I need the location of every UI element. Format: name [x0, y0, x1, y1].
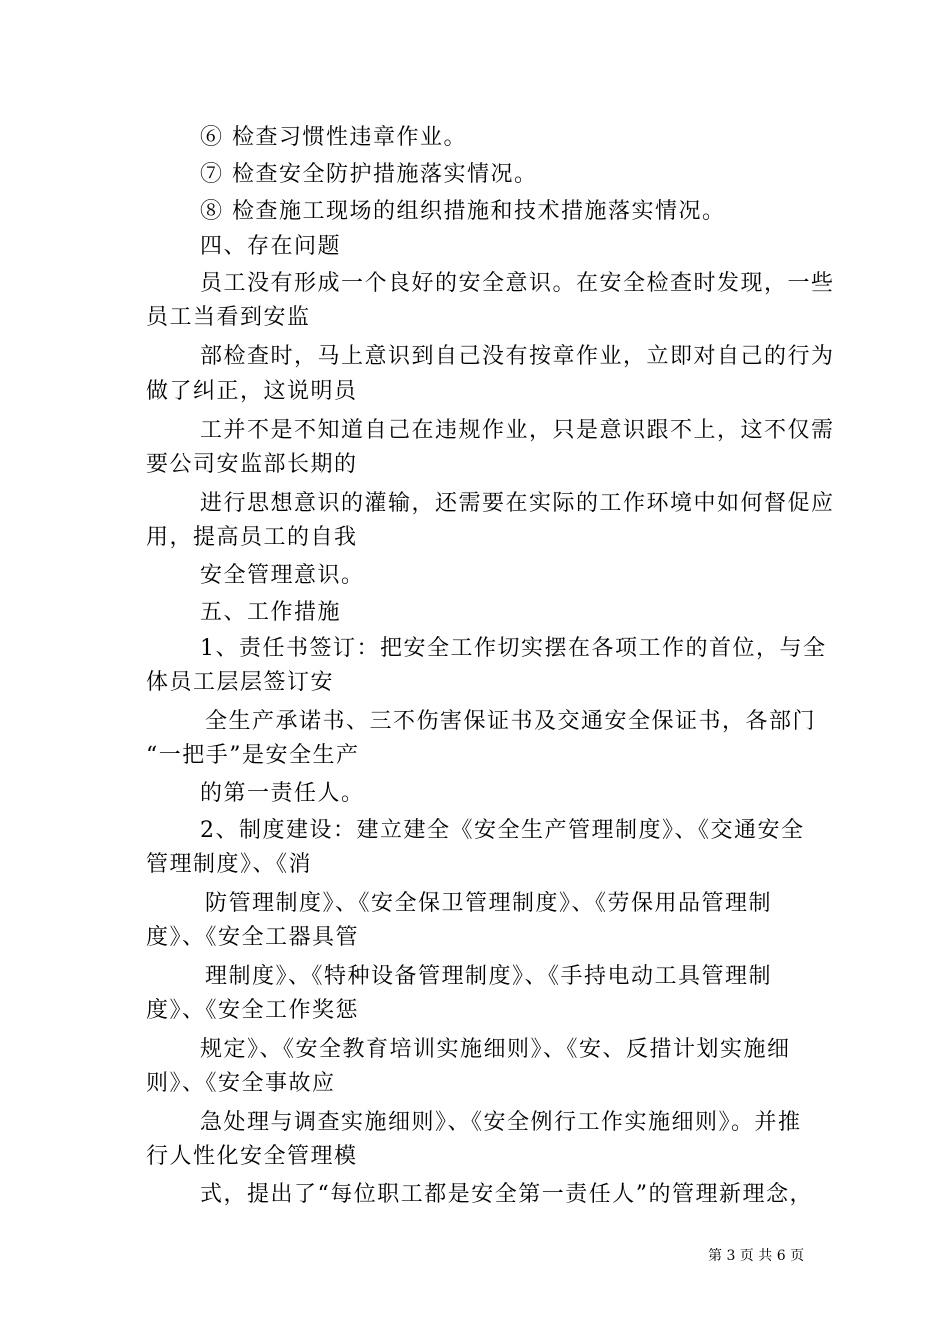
- paragraph-line: 度》、《安全工作奖惩: [146, 998, 360, 1023]
- list-item: ⑥ 检查习惯性违章作业。: [200, 125, 467, 150]
- section-heading: 五、工作措施: [200, 600, 342, 625]
- paragraph-line: 则》、《安全事故应: [146, 1071, 336, 1096]
- paragraph-line: 管理制度》、《消: [146, 852, 313, 877]
- paragraph-line: 进行思想意识的灌输，还需要在实际的工作环境中如何督促应: [200, 491, 835, 516]
- paragraph-line: 理制度》、《特种设备管理制度》、《手持电动工具管理制: [205, 964, 773, 989]
- paragraph-line: 员工没有形成一个良好的安全意识。在安全检查时发现，一些: [200, 271, 835, 296]
- paragraph-line: 员工当看到安监: [146, 305, 311, 330]
- paragraph-line: 部检查时，马上意识到自己没有按章作业，立即对自己的行为: [200, 344, 835, 369]
- paragraph-line: 体员工层层签订安: [146, 670, 335, 695]
- paragraph-line: 的第一责任人。: [200, 781, 365, 806]
- paragraph-line: 1、责任书签订：把安全工作切实摆在各项工作的首位，与全: [200, 636, 827, 661]
- list-item: ⑧ 检查施工现场的组织措施和技术措施落实情况。: [200, 199, 726, 224]
- paragraph-line: 安全管理意识。: [200, 563, 365, 588]
- paragraph-line: 做了纠正，这说明员: [146, 379, 358, 404]
- paragraph-line: 防管理制度》、《安全保卫管理制度》、《劳保用品管理制: [205, 891, 773, 916]
- list-item: ⑦ 检查安全防护措施落实情况。: [200, 162, 538, 187]
- paragraph-line: 要公司安监部长期的: [146, 452, 358, 477]
- page-number: 第 3 页 共 6 页: [708, 1248, 805, 1264]
- paragraph-line: “一把手”是安全生产: [146, 743, 360, 768]
- paragraph-line: 急处理与调查实施细则》、《安全例行工作实施细则》。并推: [200, 1110, 802, 1135]
- section-heading: 四、存在问题: [200, 234, 342, 259]
- paragraph-line: 全生产承诺书、三不伤害保证书及交通安全保证书，各部门: [205, 709, 817, 734]
- paragraph-line: 规定》、《安全教育培训实施细则》、《安、反措计划实施细: [200, 1037, 791, 1062]
- paragraph-line: 式，提出了“每位职工都是安全第一责任人”的管理新理念，: [200, 1182, 813, 1207]
- paragraph-line: 度》、《安全工器具管: [146, 925, 360, 950]
- paragraph-line: 用，提高员工的自我: [146, 525, 358, 550]
- paragraph-line: 行人性化安全管理模: [146, 1144, 358, 1169]
- paragraph-line: 工并不是不知道自己在违规作业，只是意识跟不上，这不仅需: [200, 418, 835, 443]
- paragraph-line: 2、制度建设：建立建全《安全生产管理制度》、《交通安全: [200, 818, 805, 843]
